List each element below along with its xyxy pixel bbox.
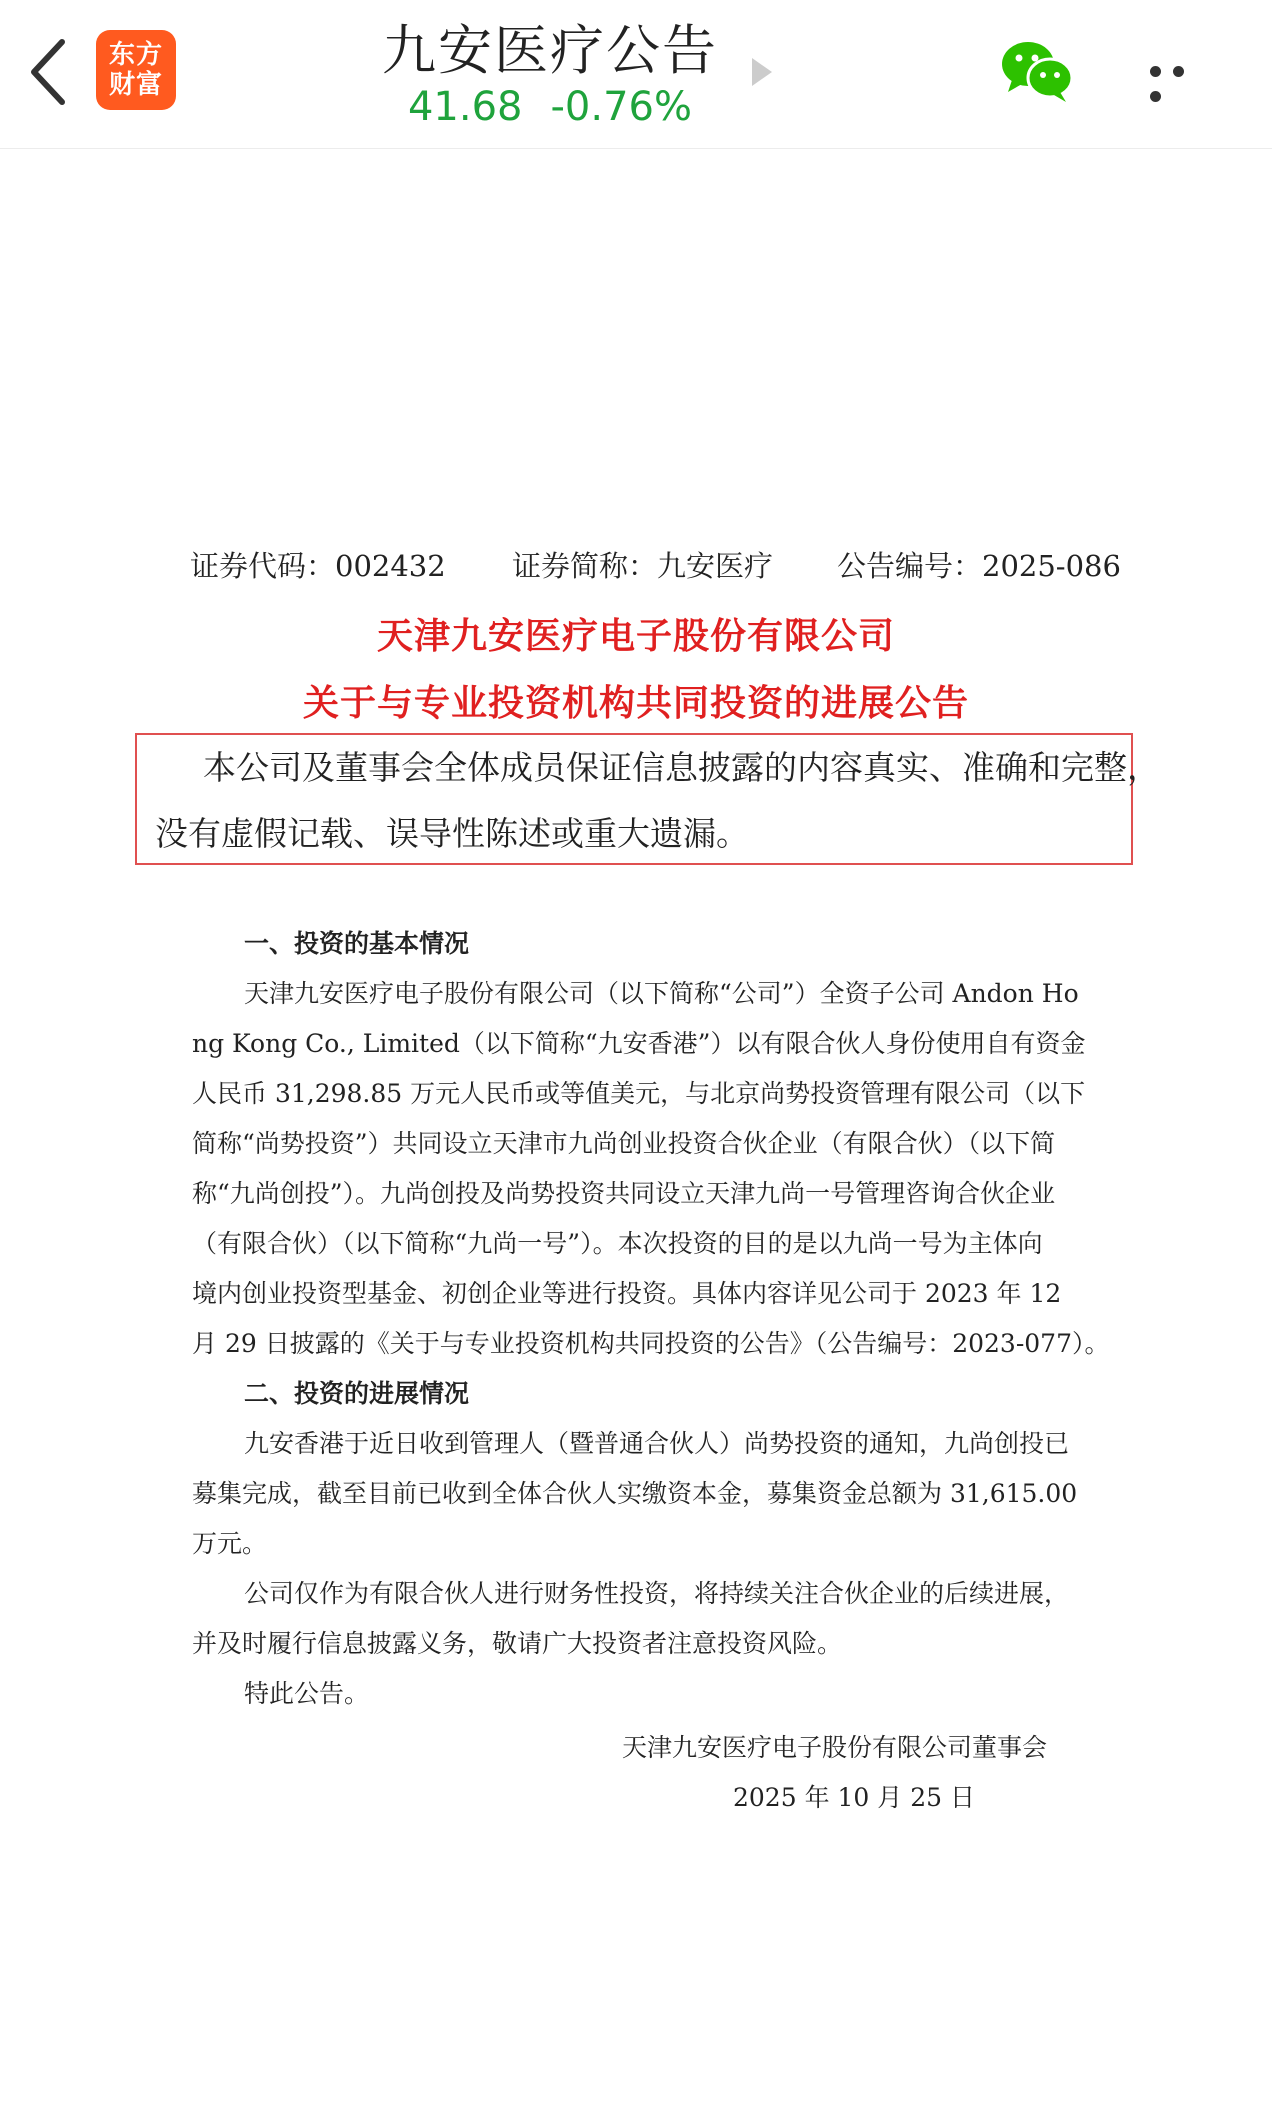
logo-text-2: 财富 — [108, 70, 163, 100]
disclosure-notice-box — [135, 733, 1160, 865]
paragraph-line: 人民币 31,298.85 万元人民币或等值美元，与北京尚势投资管理有限公司（以下 — [192, 1079, 1086, 1108]
back-button[interactable] — [24, 32, 76, 112]
notice-line: 本公司及董事会全体成员保证信息披露的内容真实、准确和完整， — [203, 748, 1160, 787]
document-meta — [190, 544, 1121, 585]
announcement-title: 关于与专业投资机构共同投资的进展公告 — [302, 683, 969, 724]
paragraph-line: ng Kong Co., Limited（以下简称“九安香港”）以有限合伙人身份使用自有资金 — [192, 1029, 1086, 1058]
paragraph-line: 公司仅作为有限合伙人进行财务性投资，将持续关注合伙企业的后续进展， — [244, 1579, 1070, 1608]
paragraph-line: 简称“尚势投资”）共同设立天津市九尚创业投资合伙企业（有限合伙）（以下简 — [192, 1129, 1056, 1158]
paragraph-line: 募集完成，截至目前已收到全体合伙人实缴资本金，募集资金总额为 31,615.00 — [192, 1479, 1078, 1508]
section-heading: 二、投资的进展情况 — [244, 1379, 470, 1408]
security-code: 证券代码：002432 — [190, 549, 446, 583]
stock-price: 41.68 — [407, 84, 523, 130]
paragraph-line: 称“九尚创投”）。九尚创投及尚势投资共同设立天津九尚一号管理咨询合伙企业 — [192, 1179, 1056, 1208]
paragraph-line: 并及时履行信息披露义务，敬请广大投资者注意投资风险。 — [192, 1629, 843, 1658]
back-chevron-icon — [24, 32, 76, 112]
wechat-icon — [1000, 38, 1076, 104]
notice-line: 没有虚假记载、误导性陈述或重大遗漏。 — [155, 814, 749, 853]
announcement-date: 2025 年 10 月 25 日 — [733, 1783, 975, 1812]
stock-change: -0.76% — [550, 84, 693, 130]
more-dots-icon — [1150, 62, 1196, 106]
closing-text: 特此公告。 — [244, 1679, 370, 1708]
logo-text-1: 东方 — [108, 40, 163, 70]
paragraph-line: 天津九安医疗电子股份有限公司（以下简称“公司”）全资子公司 Andon Ho — [244, 979, 1079, 1008]
paragraph-line: 九安香港于近日收到管理人（暨普通合伙人）尚势投资的通知，九尚创投已 — [244, 1429, 1070, 1458]
top-app-bar — [0, 0, 1272, 149]
signature: 天津九安医疗电子股份有限公司董事会 — [622, 1733, 1048, 1762]
security-short-name: 证券简称：九安医疗 — [512, 549, 774, 583]
company-title: 天津九安医疗电子股份有限公司 — [376, 616, 895, 657]
play-button[interactable] — [748, 54, 776, 90]
more-button[interactable] — [1150, 56, 1216, 86]
paragraph-line: 月 29 日披露的《关于与专业投资机构共同投资的公告》（公告编号：2023-077）。 — [192, 1329, 1110, 1358]
wechat-share-button[interactable] — [1000, 38, 1076, 104]
page-title: 九安医疗公告 — [382, 19, 718, 82]
stock-quote — [330, 84, 770, 130]
announcement-number: 公告编号：2025-086 — [837, 549, 1121, 583]
paragraph-line: 境内创业投资型基金、初创企业等进行投资。具体内容详见公司于 2023 年 12 — [192, 1279, 1062, 1308]
announcement-document — [0, 148, 1272, 2120]
paragraph-line: 万元。 — [192, 1529, 268, 1558]
section-heading: 一、投资的基本情况 — [244, 929, 470, 958]
app-logo — [96, 30, 176, 110]
play-triangle-icon — [748, 54, 776, 90]
paragraph-line: （有限合伙）（以下简称“九尚一号”）。本次投资的目的是以九尚一号为主体向 — [192, 1229, 1043, 1258]
